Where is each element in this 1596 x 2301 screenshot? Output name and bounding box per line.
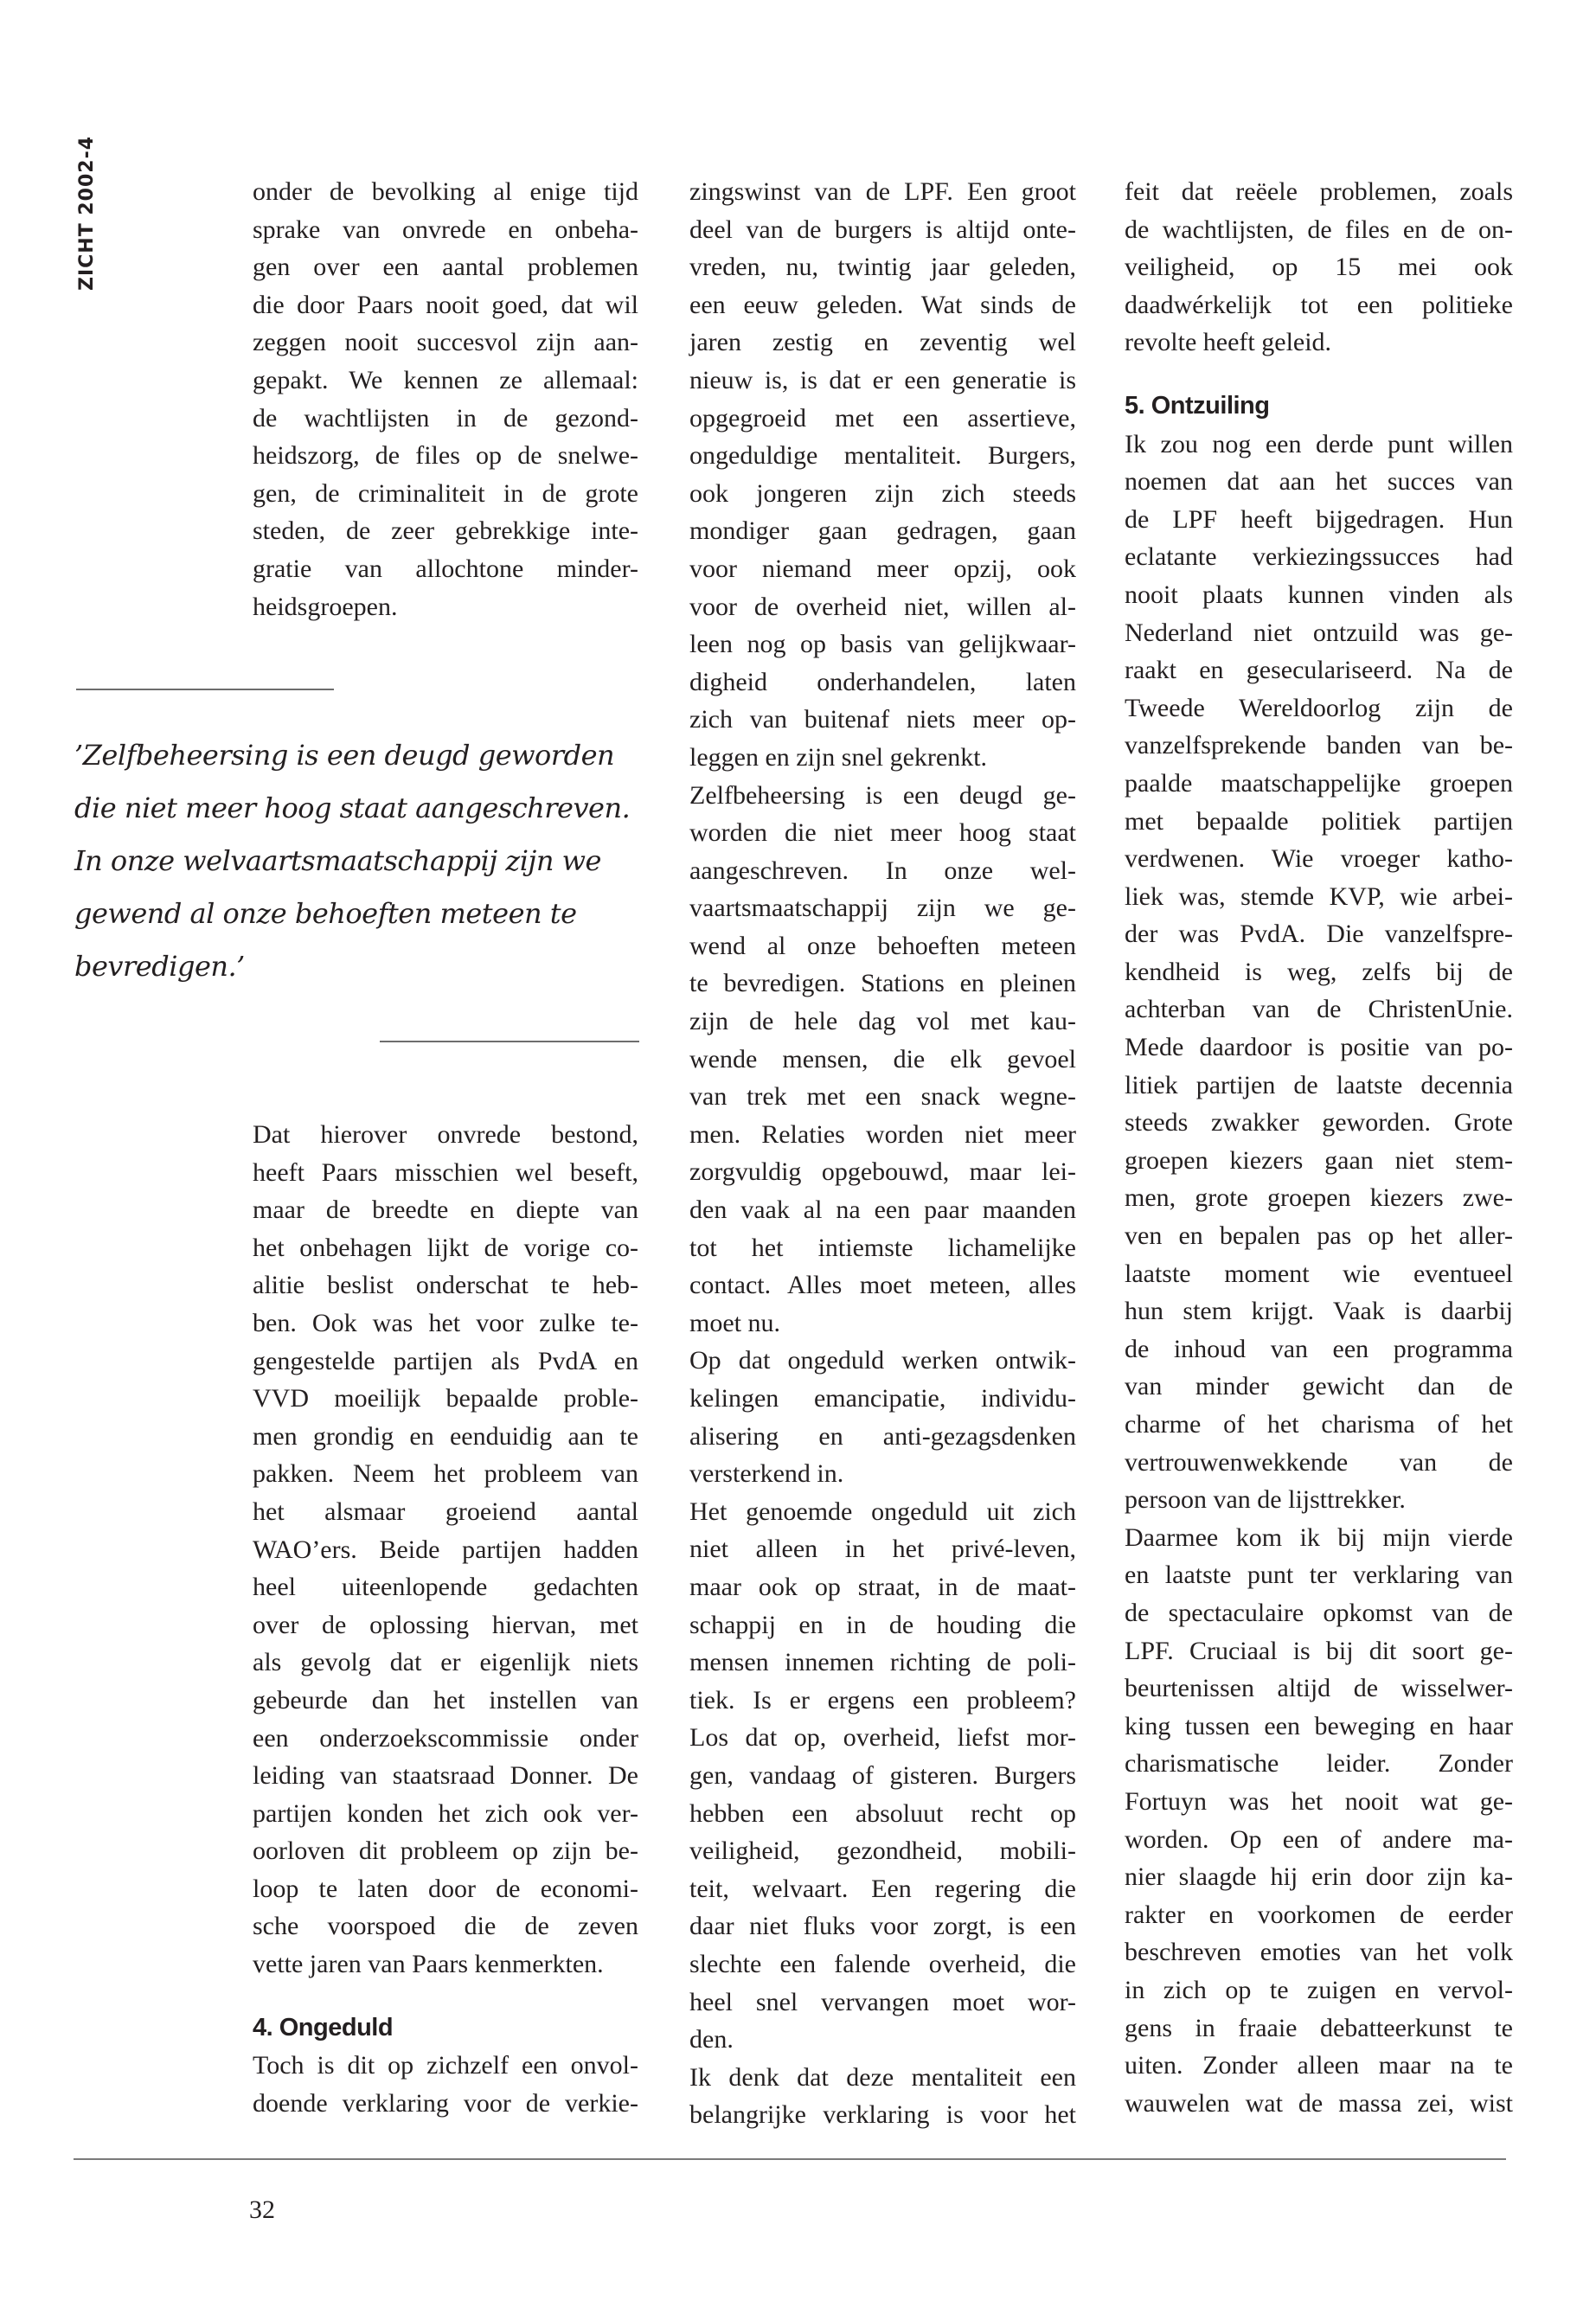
text-line: wende mensen, die elk gevoel — [689, 1044, 1076, 1074]
text-line: eclatante verkiezingssucces had — [1125, 542, 1513, 572]
text-line: jaren zestig en zeventig wel — [689, 328, 1076, 357]
text-line: kelingen emancipatie, individu- — [689, 1384, 1076, 1413]
text-line: den vaak al na een paar maanden — [689, 1195, 1076, 1225]
text-line: maar de breedte en diepte van — [253, 1195, 638, 1225]
text-line: groepen kiezers gaan niet stem- — [1125, 1145, 1513, 1175]
text-line: VVD moeilijk bepaalde proble- — [253, 1384, 638, 1413]
text-line: Op dat ongeduld werken ontwik- — [689, 1346, 1076, 1375]
text-line: gen, de criminaliteit in de grote — [253, 478, 638, 508]
text-line: steeds zwakker geworden. Grote — [1125, 1108, 1513, 1138]
column-3-intro — [1125, 173, 1513, 362]
text-line: versterkend in. — [689, 1459, 844, 1489]
text-line: voor de overheid niet, willen al- — [689, 592, 1076, 621]
text-line: in zich op te zuigen en vervol- — [1125, 1975, 1513, 2004]
pull-quote-line: gewend al onze behoeften meteen te — [74, 897, 577, 930]
column-3-body — [1125, 426, 1513, 2123]
text-line: het onbehagen lijkt de vorige co- — [253, 1233, 638, 1262]
text-line: de spectaculaire opkomst van de — [1125, 1598, 1513, 1627]
text-line: wend al onze behoeften meteen — [689, 931, 1076, 960]
text-line: litiek partijen de laatste decennia — [1125, 1070, 1513, 1099]
text-line: leen nog op basis van gelijkwaar- — [689, 630, 1076, 659]
text-line: onder de bevolking al enige tijd — [253, 177, 638, 206]
text-line: uiten. Zonder alleen maar na te — [1125, 2051, 1513, 2080]
text-line: met bepaalde politiek partijen — [1125, 806, 1513, 836]
text-line: sprake van onvrede en onbeha- — [253, 215, 638, 244]
text-line: digheid onderhandelen, laten — [689, 667, 1076, 696]
paragraph — [689, 2059, 1076, 2134]
text-line: charismatische leider. Zonder — [1125, 1749, 1513, 1779]
text-line: schappij en in de houding die — [689, 1610, 1076, 1639]
text-line: aangeschreven. In onze wel- — [689, 856, 1076, 885]
text-line: leiding van staatsraad Donner. De — [253, 1761, 638, 1791]
running-head: ZICHT 2002-4 — [76, 135, 98, 291]
text-line: de LPF heeft bijgedragen. Hun — [1125, 504, 1513, 534]
text-line: veiligheid, gezondheid, mobili- — [689, 1836, 1076, 1866]
text-line: vette jaren van Paars kenmerkten. — [253, 1950, 604, 1979]
text-line: belangrijke verklaring is voor het — [689, 2100, 1076, 2130]
text-line: voor niemand meer opzij, ook — [689, 554, 1076, 583]
section-heading-ontzuiling: 5. Ontzuiling — [1125, 391, 1270, 420]
text-line: die door Paars nooit goed, dat wil — [253, 290, 638, 319]
text-line: deel van de burgers is altijd onte- — [689, 215, 1076, 244]
text-line: Dat hierover onvrede bestond, — [253, 1120, 638, 1149]
text-line: men, grote groepen kiezers zwe- — [1125, 1183, 1513, 1213]
text-line: der was PvdA. Die vanzelfspre- — [1125, 920, 1513, 949]
text-line: heidsgroepen. — [253, 592, 398, 621]
text-line: ben. Ook was het voor zulke te- — [253, 1308, 638, 1337]
pull-quote-rule-bottom — [380, 1041, 639, 1042]
text-line: Zelfbeheersing is een deugd ge- — [689, 780, 1076, 810]
text-line: de inhoud van een programma — [1125, 1334, 1513, 1363]
text-line: alisering en anti-gezagsdenken — [689, 1421, 1076, 1451]
text-line: men. Relaties worden niet meer — [689, 1119, 1076, 1149]
text-line: gengestelde partijen als PvdA en — [253, 1346, 638, 1375]
text-line: ven en bepalen pas op het aller- — [1125, 1221, 1513, 1251]
text-line: pakken. Neem het probleem van — [253, 1459, 638, 1489]
text-line: persoon van de lijsttrekker. — [1125, 1485, 1406, 1515]
text-line: revolte heeft geleid. — [1125, 328, 1332, 357]
text-line: feit dat reëele problemen, zoals — [1125, 177, 1513, 206]
text-line: gepakt. We kennen ze allemaal: — [253, 365, 638, 394]
text-line: partijen konden het zich ook ver- — [253, 1798, 638, 1828]
text-line: tot het intiemste lichamelijke — [689, 1233, 1076, 1262]
text-line: heidszorg, de files op de snelwe- — [253, 441, 638, 471]
pull-quote-line: bevredigen.’ — [74, 950, 245, 983]
text-line: maar ook op straat, in de maat- — [689, 1572, 1076, 1601]
text-line: een eeuw geleden. Wat sinds de — [689, 290, 1076, 319]
text-line: zeggen nooit succesvol zijn aan- — [253, 328, 638, 357]
text-line: teit, welvaart. Een regering die — [689, 1874, 1076, 1903]
text-line: kendheid is weg, zelfs bij de — [1125, 957, 1513, 986]
text-line: daar niet fluks voor zorgt, is een — [689, 1912, 1076, 1941]
text-line: beurtenissen altijd de wisselwer- — [1125, 1674, 1513, 1703]
text-line: steden, de zeer gebrekkige inte- — [253, 516, 638, 546]
paragraph — [689, 1342, 1076, 1492]
footer-rule — [74, 2158, 1506, 2160]
text-line: oorloven dit probleem op zijn be- — [253, 1836, 638, 1866]
text-line: nieuw is, is dat er een generatie is — [689, 365, 1076, 394]
column-1-paragraph — [253, 1116, 638, 1984]
text-line: tiek. Is er ergens een probleem? — [689, 1685, 1076, 1715]
text-line: Mede daardoor is positie van po- — [1125, 1033, 1513, 1062]
text-line: opgegroeid met een assertieve, — [689, 403, 1076, 433]
text-line: den. — [689, 2025, 734, 2054]
text-line: van minder gewicht dan de — [1125, 1372, 1513, 1401]
text-line: liek was, stemde KVP, wie arbei- — [1125, 881, 1513, 911]
text-line: zich van buitenaf niets meer op- — [689, 705, 1076, 734]
text-line: mensen innemen richting de poli- — [689, 1648, 1076, 1677]
paragraph — [689, 173, 1076, 777]
text-line: moet nu. — [689, 1308, 780, 1337]
column-1-after-heading — [253, 2047, 638, 2122]
pull-quote-line: In onze welvaartsmaatschappij zijn we — [74, 844, 601, 877]
text-line: gratie van allochtone minder- — [253, 554, 638, 583]
text-line: achterban van de ChristenUnie. — [1125, 995, 1513, 1024]
text-line: Ik zou nog een derde punt willen — [1125, 429, 1513, 458]
text-line: WAO’ers. Beide partijen hadden — [253, 1535, 638, 1564]
text-line: het alsmaar groeiend aantal — [253, 1497, 638, 1526]
text-line: Los dat op, overheid, liefst mor- — [689, 1723, 1076, 1753]
text-line: en laatste punt ter verklaring van — [1125, 1561, 1513, 1590]
text-line: beschreven emoties van het volk — [1125, 1938, 1513, 1967]
text-line: heeft Paars misschien wel beseft, — [253, 1157, 638, 1187]
text-line: niet alleen in het privé-leven, — [689, 1535, 1076, 1564]
text-line: doende verklaring voor de verkie- — [253, 2088, 638, 2118]
column-2 — [689, 173, 1076, 2134]
text-line: te bevredigen. Stations en pleinen — [689, 969, 1076, 998]
text-line: worden die niet meer hoog staat — [689, 818, 1076, 848]
text-line: zingswinst van de LPF. Een groot — [689, 177, 1076, 206]
text-line: vanzelfsprekende banden van be- — [1125, 731, 1513, 760]
section-heading-ongeduld: 4. Ongeduld — [253, 2013, 394, 2041]
text-line: ook jongeren zijn zich steeds — [689, 478, 1076, 508]
text-line: worden. Op een of andere ma- — [1125, 1824, 1513, 1854]
text-line: gebeurde dan het instellen van — [253, 1685, 638, 1715]
page-number: 32 — [249, 2195, 275, 2224]
paragraph — [689, 1493, 1076, 2059]
text-line: sche voorspoed die de zeven — [253, 1912, 638, 1941]
text-line: heel uiteenlopende gedachten — [253, 1573, 638, 1602]
text-line: hun stem krijgt. Vaak is daarbij — [1125, 1297, 1513, 1326]
text-line: Nederland niet ontzuild was ge- — [1125, 618, 1513, 647]
text-line: leggen en zijn snel gekrenkt. — [689, 742, 988, 772]
pull-quote — [74, 729, 680, 993]
text-line: vreden, nu, twintig jaar geleden, — [689, 253, 1076, 282]
text-line: men grondig en eenduidig aan te — [253, 1421, 638, 1451]
text-line: Fortuyn was het nooit wat ge- — [1125, 1786, 1513, 1816]
text-line: heel snel vervangen moet wor- — [689, 1987, 1076, 2016]
pull-quote-rule-top — [76, 689, 334, 690]
text-line: veiligheid, op 15 mei ook — [1125, 253, 1513, 282]
text-line: slechte een falende overheid, die — [689, 1949, 1076, 1978]
text-line: vertrouwenwekkende van de — [1125, 1447, 1513, 1477]
text-line: contact. Alles moet meteen, alles — [689, 1271, 1076, 1300]
text-line: loop te laten door de economi- — [253, 1874, 638, 1903]
text-line: Tweede Wereldoorlog zijn de — [1125, 693, 1513, 722]
text-line: zijn de hele dag vol met kau- — [689, 1007, 1076, 1036]
text-line: verdwenen. Wie vroeger katho- — [1125, 844, 1513, 874]
text-line: king tussen een beweging en haar — [1125, 1711, 1513, 1740]
text-line: noemen dat aan het succes van — [1125, 467, 1513, 497]
text-line: daadwérkelijk tot een politieke — [1125, 290, 1513, 319]
text-line: hebben een absoluut recht op — [689, 1798, 1076, 1828]
text-line: rakter en voorkomen de eerder — [1125, 1900, 1513, 1929]
text-line: als gevolg dat er eigenlijk niets — [253, 1648, 638, 1677]
text-line: laatste moment wie eventueel — [1125, 1259, 1513, 1288]
text-line: over de oplossing hiervan, met — [253, 1610, 638, 1639]
text-line: Daarmee kom ik bij mijn vierde — [1125, 1522, 1513, 1552]
paragraph — [689, 777, 1076, 1343]
text-line: gen, vandaag of gisteren. Burgers — [689, 1760, 1076, 1790]
paragraph — [1125, 1519, 1513, 2123]
text-line: een onderzoekscommissie onder — [253, 1723, 638, 1753]
text-line: Het genoemde ongeduld uit zich — [689, 1497, 1076, 1526]
text-line: mondiger gaan gedragen, gaan — [689, 516, 1076, 546]
text-line: Toch is dit op zichzelf een onvol- — [253, 2051, 638, 2080]
text-line: wauwelen wat de massa zei, wist — [1125, 2088, 1513, 2118]
text-line: de wachtlijsten, de files en de on- — [1125, 215, 1513, 244]
text-line: LPF. Cruciaal is bij dit soort ge- — [1125, 1636, 1513, 1665]
text-line: zorgvuldig opgebouwd, maar lei- — [689, 1157, 1076, 1187]
text-line: Ik denk dat deze mentaliteit een — [689, 2062, 1076, 2092]
text-line: de wachtlijsten in de gezond- — [253, 403, 638, 433]
column-1-top — [253, 173, 638, 625]
text-line: alitie beslist onderschat te heb- — [253, 1271, 638, 1300]
pull-quote-line: ’Zelfbeheersing is een deugd geworden — [74, 739, 615, 772]
text-line: ongeduldige mentaliteit. Burgers, — [689, 441, 1076, 471]
text-line: gens in fraaie debatteerkunst te — [1125, 2013, 1513, 2042]
text-line: gen over een aantal problemen — [253, 253, 638, 282]
text-line: van trek met een snack wegne- — [689, 1082, 1076, 1112]
text-line: paalde maatschappelijke groepen — [1125, 768, 1513, 798]
text-line: nooit plaats kunnen vinden als — [1125, 580, 1513, 609]
text-line: nier slaagde hij erin door zijn ka- — [1125, 1862, 1513, 1892]
text-line: charme of het charisma of het — [1125, 1410, 1513, 1439]
column-1-bottom — [253, 1116, 638, 2122]
text-line: raakt en geseculariseerd. Na de — [1125, 656, 1513, 685]
column-3 — [1125, 173, 1513, 2122]
pull-quote-line: die niet meer hoog staat aangeschreven. — [74, 792, 631, 824]
text-line: vaartsmaatschappij zijn we ge- — [689, 894, 1076, 923]
paragraph — [1125, 426, 1513, 1519]
